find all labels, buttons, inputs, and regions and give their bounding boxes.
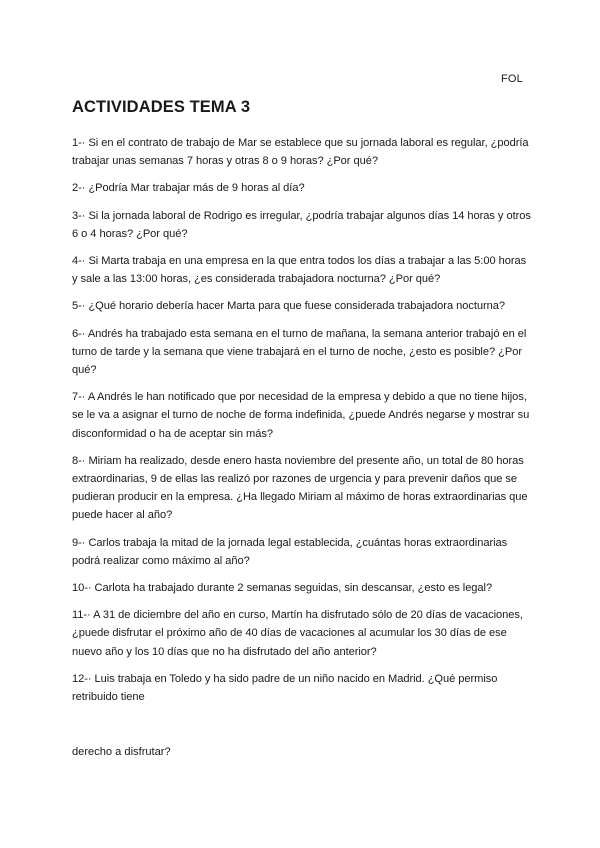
question-2: 2-· ¿Podría Mar trabajar más de 9 horas al día? bbox=[72, 182, 305, 195]
question-10: 10-· Carlota ha trabajado durante 2 semanas seguidas, sin descansar, ¿esto es legal? bbox=[72, 582, 493, 595]
question-7: 7-· A Andrés le han notificado que por necesidad de la empresa y debido a que no tiene hijos, se le va a asignar el turno de noche de forma indefinida, ¿puede Andrés negarse y mostrar su disconformidad o ha de aceptar sin más? bbox=[72, 391, 530, 440]
question-1: 1-· Si en el contrato de trabajo de Mar se establece que su jornada laboral es regular, ¿podría trabajar unas semanas 7 horas y otras 8 o 9 horas? ¿Por qué? bbox=[72, 137, 529, 168]
question-12-continuation: derecho a disfrutar? bbox=[72, 746, 171, 758]
question-3: 3-· Si la jornada laboral de Rodrigo es irregular, ¿podría trabajar algunos días 14 horas y otros 6 o 4 horas? ¿Por qué? bbox=[72, 209, 531, 240]
question-9: 9-· Carlos trabaja la mitad de la jornada legal establecida, ¿cuántas horas extraordinarias podrá realizar como máximo al año? bbox=[72, 536, 508, 567]
question-4: 4-· Si Marta trabaja en una empresa en la que entra todos los días a trabajar a las 5:00 horas y sale a las 13:00 horas, ¿es considerada trabajadora nocturna? ¿Por qué? bbox=[72, 255, 527, 286]
question-list bbox=[72, 134, 534, 728]
page-title: ACTIVIDADES TEMA 3 bbox=[72, 98, 251, 116]
question-5: 5-· ¿Qué horario debería hacer Marta para que fuese considerada trabajadora nocturna? bbox=[72, 300, 505, 313]
question-6: 6-· Andrés ha trabajado esta semana en el turno de mañana, la semana anterior trabajó en el turno de tarde y la semana que viene trabajará en el turno de noche, ¿esto es posible? ¿Por qué? bbox=[72, 327, 527, 377]
question-12: 12-· Luis trabaja en Toledo y ha sido padre de un niño nacido en Madrid. ¿Qué permiso retribuido tiene bbox=[72, 672, 498, 704]
question-11: 11-· A 31 de diciembre del año en curso, Martín ha disfrutado sólo de 20 días de vacaciones, ¿puede disfrutar el próximo año de 40 días de vacaciones al acumular los 30 días de ese nuevo año y los 10 días que no ha disfrutado del año anterior? bbox=[72, 609, 523, 658]
subject-header: FOL bbox=[501, 73, 523, 85]
question-8: 8-· Miriam ha realizado, desde enero hasta noviembre del presente año, un total de 80 horas extraordinarias, 9 de ellas las realizó por razones de urgencia y para prevenir daños que se pudieran producir en la empresa. ¿Ha llegado Miriam al máximo de horas extraordinarias que puede hacer al año? bbox=[72, 454, 528, 522]
